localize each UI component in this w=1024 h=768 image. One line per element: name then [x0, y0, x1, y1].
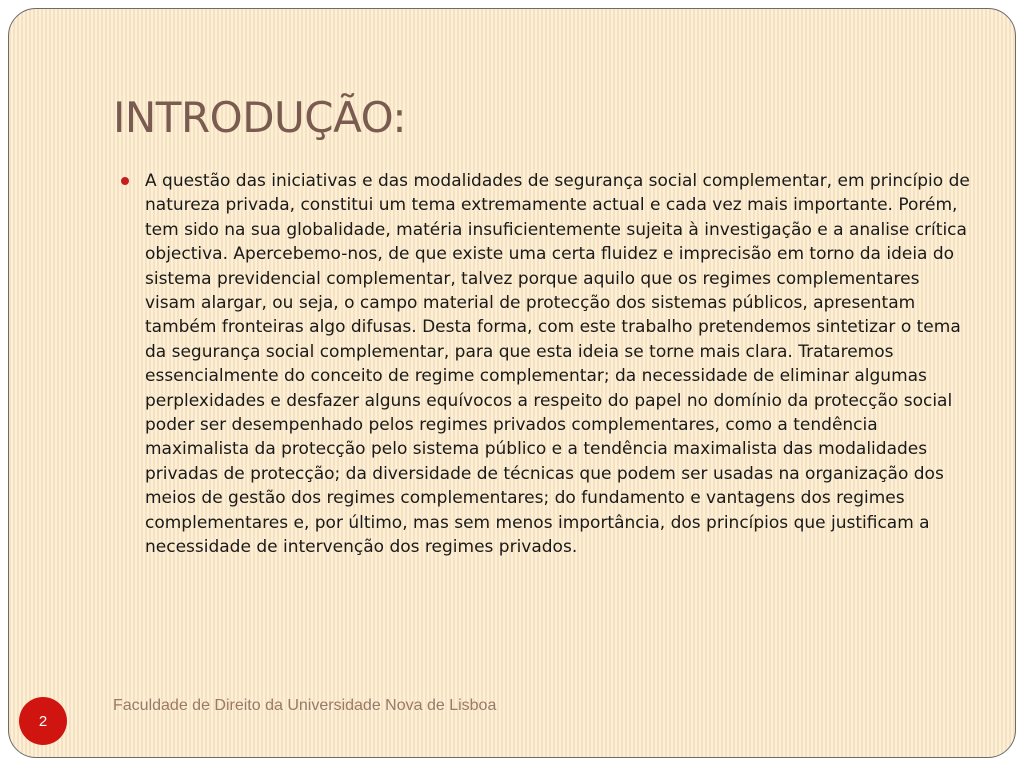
slide-content [121, 169, 971, 560]
slide [8, 8, 1016, 758]
bullet-text: A questão das iniciativas e das modalidades de segurança social complementar, em princípio de natureza privada, constitui um tema extremamente actual e cada vez mais importante. Porém, tem sido na sua globalidade, matéria insuficientemente sujeita à investigação e a analise crítica objectiva. Apercebemo-nos, de que existe uma certa fluidez e imprecisão em torno da ideia do sistema previdencial complementar, talvez porque aquilo que os regimes complementares visam alargar, ou seja, o campo material de protecção dos sistemas públicos, apresentam também fronteiras algo difusas. Desta forma, com este trabalho pretendemos sintetizar o tema da segurança social complementar, para que esta ideia se torne mais clara. Trataremos essencialmente do conceito de regime complementar; da necessidade de eliminar algumas perplexidades e desfazer alguns equívocos a respeito do papel no domínio da protecção social poder ser desempenhado pelos regimes privados complementares, como a tendência maximalista da protecção pelo sistema público e a tendência maximalista das modalidades privadas de protecção; da diversidade de técnicas que podem ser usadas na organização dos meios de gestão dos regimes complementares; do fundamento e vantagens dos regimes complementares e, por último, mas sem menos importância, dos princípios que justificam a necessidade de intervenção dos regimes privados. [145, 171, 970, 558]
footer-text: Faculdade de Direito da Universidade Nova de Lisboa [113, 697, 497, 714]
page-number-badge: 2 [19, 697, 67, 745]
bullet-icon [121, 177, 129, 185]
bullet-item [121, 169, 971, 560]
slide-title: INTRODUÇÃO: [113, 93, 407, 142]
